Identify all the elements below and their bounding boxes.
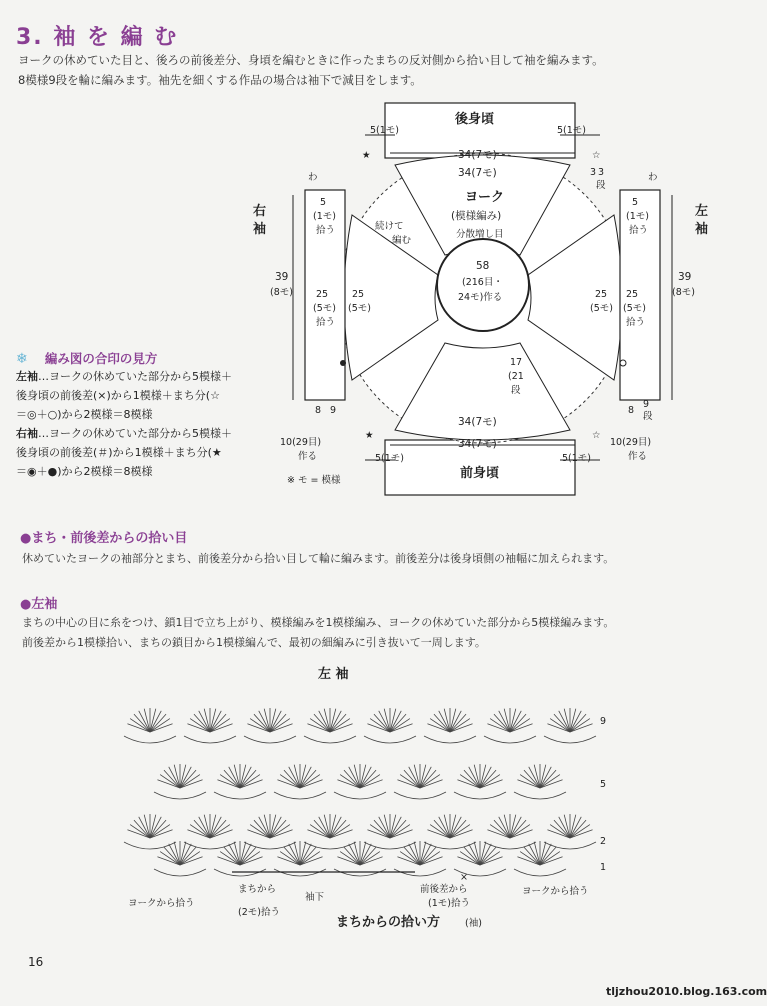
crochet-chart	[0, 660, 750, 940]
inner-5mo-left: (5モ)	[348, 303, 371, 314]
top-left-5: 5(1モ)	[370, 125, 400, 136]
right-dan: 段	[596, 180, 606, 191]
marker-star-white: ☆	[592, 150, 601, 161]
left-8: 8	[628, 405, 635, 416]
val-17: 17	[510, 357, 523, 368]
right-1mo: (1モ)	[313, 211, 336, 222]
right-tsukuru: 作る	[298, 451, 318, 462]
marker-star-white-bottom: ☆	[592, 430, 601, 441]
row-label-2: 2	[600, 836, 607, 847]
chart-diff-x: ×	[460, 872, 468, 883]
bottom-34-outer: 34(7モ)	[458, 438, 497, 450]
intro-line-2: 8模様9段を輪に編みます。袖先を細くする作品の場合は袖下で減目をします。	[18, 73, 422, 87]
left-tsukuru: 作る	[628, 451, 648, 462]
chart-machi-1: まちから	[238, 884, 277, 895]
left-sleeve-label-1: 左	[695, 204, 709, 219]
left-row10: 10(29目)	[610, 437, 652, 448]
section-pickup-title: ●まち・前後差からの拾い目	[20, 531, 188, 546]
chart-caption-sub: (袖)	[465, 918, 482, 929]
right-8: 8	[315, 405, 322, 416]
right-9: 9	[330, 405, 337, 416]
continue-note-2: 編む	[392, 235, 412, 246]
left-wa: わ	[648, 172, 658, 183]
front-body-label: 前身頃	[460, 466, 500, 481]
stitch-fans	[124, 708, 596, 876]
neck-stitches: (216目・	[462, 277, 503, 288]
neck-size: 58	[476, 260, 490, 272]
chart-title: 左 袖	[318, 667, 349, 682]
left-sleeve-mo: (8モ)	[672, 287, 695, 298]
section-left-sleeve-title: ●左袖	[20, 597, 58, 612]
back-body-label: 後身頃	[455, 112, 495, 127]
right-3: 3	[590, 167, 597, 178]
inner-25-right: 25	[595, 289, 608, 300]
right-sleeve-len: 39	[275, 271, 289, 283]
left-1mo: (1モ)	[626, 211, 649, 222]
right-sleeve-mo: (8モ)	[270, 287, 293, 298]
yoke-title: ヨーク	[465, 190, 505, 205]
chart-yoke-right: ヨークから拾う	[522, 886, 589, 897]
right-3dan: 3	[598, 167, 605, 178]
legend-header	[16, 348, 306, 367]
right-row10: 10(29目)	[280, 437, 322, 448]
left-sleeve-label-2: 袖	[695, 222, 709, 237]
marker-star-black-bottom: ★	[365, 430, 374, 441]
chart-diff-2: (1モ)拾う	[428, 898, 470, 909]
val-21-dan: 段	[511, 385, 521, 396]
left-9: 9	[643, 399, 650, 410]
marker-star-black: ★	[362, 150, 371, 161]
continue-note-1: 続けて	[375, 221, 404, 232]
section-left-sleeve-text-2: 前後差から1模様拾い、まちの鎖目から1模様編んで、最初の細編みに引き抜いて一周します。	[22, 636, 486, 649]
legend-line: 左袖…ヨークの休めていた部分から5模様＋	[16, 370, 232, 383]
val-21: (21	[508, 371, 524, 382]
row-label-9: 9	[600, 716, 607, 727]
bottom-left-5: 5(1モ)	[375, 453, 405, 464]
right-hirou-2: 拾う	[316, 317, 336, 328]
section-left-sleeve-text-1: まちの中心の目に糸をつけ、鎖1目で立ち上がり、模様編みを1模様編み、ヨークの休めていた部分から5模様編みます。	[22, 616, 615, 629]
chart-diff-1: 前後差から	[420, 884, 468, 895]
bottom-right-5: 5(1モ)	[562, 453, 592, 464]
page-number: 16	[28, 955, 44, 969]
legend-line: ＝◎＋○)から2模様＝8模様	[16, 408, 153, 421]
right-sleeve-label-2: 袖	[253, 222, 267, 237]
legend-line: ＝◉＋●)から2模様＝8模様	[16, 465, 153, 478]
left-9-dan: 段	[643, 411, 653, 422]
note-mo: ※ モ = 模様	[287, 475, 341, 486]
top-34-outer: 34(7モ)	[458, 149, 497, 161]
right-hirou: 拾う	[316, 225, 336, 236]
right-sleeve-label-1: 右	[253, 204, 267, 219]
legend-line: 後身頃の前後差(＃)から1模様＋まち分(★	[16, 446, 222, 459]
inner-25-left: 25	[352, 289, 365, 300]
neck-make: 24モ)作る	[458, 292, 503, 303]
yoke-note: 分散増し目	[456, 229, 504, 240]
right-25: 25	[316, 289, 329, 300]
left-sleeve-len: 39	[678, 271, 692, 283]
left-hirou: 拾う	[629, 225, 649, 236]
top-34-inner: 34(7モ)	[458, 167, 497, 179]
right-5: 5	[320, 197, 327, 208]
section-pickup-text: 休めていたヨークの袖部分とまち、前後差分から拾い目して輪に編みます。前後差分は後身頃側の袖幅に加えられます。	[22, 552, 615, 565]
chart-sode: 袖下	[305, 892, 325, 903]
legend-line: 後身頃の前後差(×)から1模様＋まち分(☆	[16, 389, 220, 402]
snowflake-icon: ❄	[16, 351, 28, 367]
watermark-site: tljzhou2010.blog.163.com	[606, 985, 767, 998]
right-5mo: (5モ)	[313, 303, 336, 314]
row-label-1: 1	[600, 862, 607, 873]
top-right-5: 5(1モ)	[557, 125, 587, 136]
left-25: 25	[626, 289, 639, 300]
page-heading: 3. 袖 を 編 む	[16, 25, 179, 50]
bottom-34-inner: 34(7モ)	[458, 416, 497, 428]
chart-caption: まちからの拾い方	[336, 915, 441, 930]
symbol-legend	[16, 348, 306, 481]
inner-5mo-right: (5モ)	[590, 303, 613, 314]
yoke-sub: (模様編み)	[451, 210, 502, 222]
left-hirou-2: 拾う	[626, 317, 646, 328]
chart-machi-2: (2モ)拾う	[238, 907, 280, 918]
chart-yoke-left: ヨークから拾う	[128, 898, 195, 909]
left-5: 5	[632, 197, 639, 208]
row-label-5: 5	[600, 779, 607, 790]
legend-line: 右袖…ヨークの休めていた部分から5模様＋	[16, 427, 232, 440]
left-5mo: (5モ)	[623, 303, 646, 314]
intro-line-1: ヨークの休めていた目と、後ろの前後差分、身頃を編むときに作ったまちの反対側から拾い目して袖を編みます。	[18, 53, 604, 67]
right-wa: わ	[308, 172, 318, 183]
legend-title: 編み図の合印の見方	[44, 351, 158, 366]
